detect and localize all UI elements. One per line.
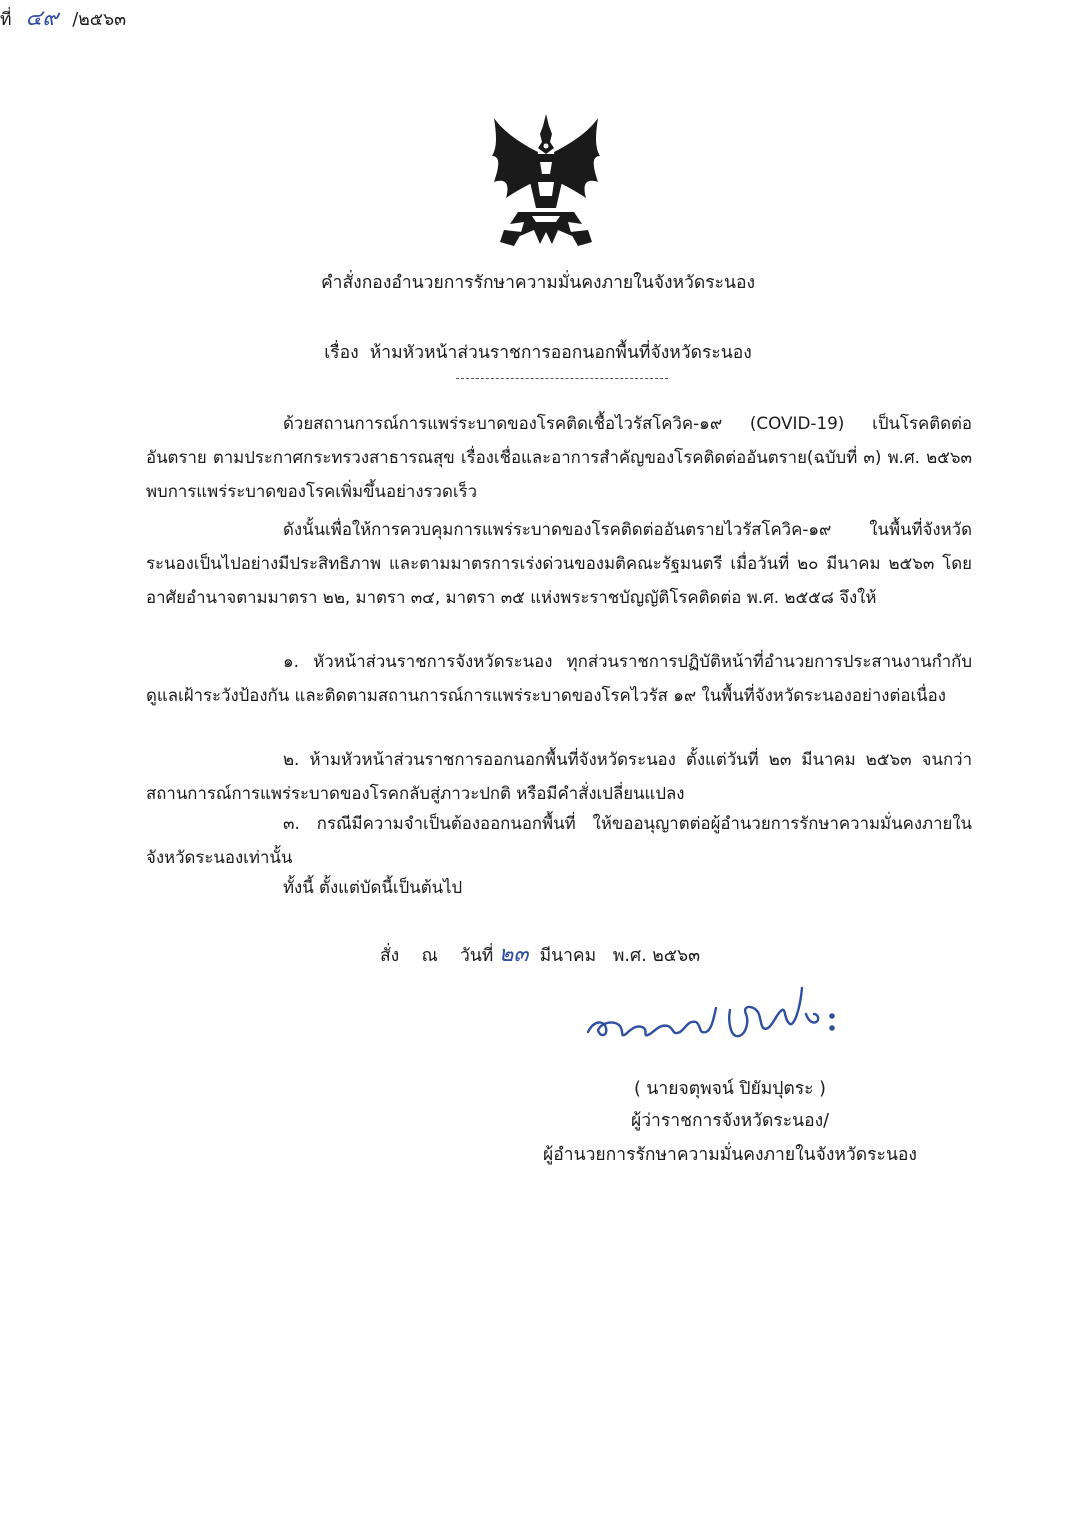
ordered-label: สั่ง — [380, 946, 400, 966]
handwritten-number: ๔๙ — [25, 6, 59, 31]
subject-label: เรื่อง — [324, 343, 359, 363]
paragraph-2 — [146, 512, 972, 614]
signer-name: ( นายจตุพจน์ ปิยัมปุตระ ) — [634, 1079, 826, 1099]
order-subject — [0, 338, 1076, 366]
header-divider — [456, 378, 668, 379]
handwritten-signature — [580, 980, 860, 1050]
handwritten-day: ๒๓ — [498, 942, 529, 967]
paragraph-text: ด้วยสถานการณ์การแพร่ระบาดของโรคติดเชื้อไวรัสโควิค-๑๙ (COVID-19) เป็นโรคติดต่ออันตราย ตามประกาศกระทรวงสาธารณสุข เรื่องเชื่อและอาการสำคัญของโรคติดต่ออันตราย(ฉบับที่ ๓) พ.ศ. ๒๕๖๓ พบการแพร่ระบาดของโรคเพิ่มขึ้นอย่างรวดเร็ว — [146, 413, 972, 501]
paragraph-text: ๑. หัวหน้าส่วนราชการจังหวัดระนอง ทุกส่วนราชการปฏิบัติหน้าที่อำนวยการประสานงานกำกับดูแลเฝ้าระวังป้องกัน และติดตามสถานการณ์การแพร่ระบาดของโรคไวรัส ๑๙ ในพื้นที่จังหวัดระนองอย่างต่อเนื่อง — [146, 651, 972, 705]
at-label: ณ — [421, 946, 438, 966]
subject-text: ห้ามหัวหน้าส่วนราชการออกนอกพื้นที่จังหวัดระนอง — [369, 343, 752, 363]
paragraph-3 — [146, 644, 972, 712]
paragraph-4 — [146, 742, 972, 810]
number-suffix: /๒๕๖๓ — [72, 10, 127, 30]
paragraph-5 — [146, 806, 972, 874]
signer-title-2: ผู้อำนวยการรักษาความมั่นคงภายในจังหวัดระนอง — [543, 1145, 917, 1165]
day-label: วันที่ — [460, 946, 494, 966]
paragraph-text: ๒. ห้ามหัวหน้าส่วนราชการออกนอกพื้นที่จังหวัดระนอง ตั้งแต่วันที่ ๒๓ มีนาคม ๒๕๖๓ จนกว่าสถานการณ์การแพร่ระบาดของโรคกลับสู่ภาวะปกติ หรือมีคำสั่งเปลี่ยนแปลง — [146, 749, 972, 803]
order-number — [0, 0, 300, 35]
order-title: คำสั่งกองอำนวยการรักษาความมั่นคงภายในจังหวัดระนอง — [320, 273, 756, 293]
paragraph-text: ๓. กรณีมีความจำเป็นต้องออกนอกพื้นที่ ให้ขออนุญาตต่อผู้อำนวยการรักษาความมั่นคงภายในจังหวัดระนองเท่านั้น — [146, 813, 972, 867]
paragraph-text: ดังนั้นเพื่อให้การควบคุมการแพร่ระบาดของโรคติดต่ออันตรายไวรัสโควิค-๑๙ ในพื้นที่จังหวัดระนองเป็นไปอย่างมีประสิทธิภาพ และตามมาตรการเร่งด่วนของมติคณะรัฐมนตรี เมื่อวันที่ ๒๐ มีนาคม ๒๕๖๓ โดยอาศัยอำนาจตามมาตรา ๒๒, มาตรา ๓๔, มาตรา ๓๕ แห่งพระราชบัญญัติโรคติดต่อ พ.ศ. ๒๕๕๘ จึงให้ — [146, 519, 972, 607]
paragraph-text: ทั้งนี้ ตั้งแต่บัดนี้เป็นต้นไป — [283, 877, 463, 897]
year-label: พ.ศ. ๒๕๖๓ — [612, 946, 701, 966]
number-prefix: ที่ — [0, 10, 12, 30]
signer-title-1: ผู้ว่าราชการจังหวัดระนอง/ — [630, 1111, 830, 1131]
paragraph-1 — [146, 406, 972, 508]
garuda-emblem-icon — [488, 112, 604, 250]
sign-date — [380, 936, 700, 971]
paragraph-6 — [146, 870, 972, 904]
month-label: มีนาคม — [539, 946, 597, 966]
